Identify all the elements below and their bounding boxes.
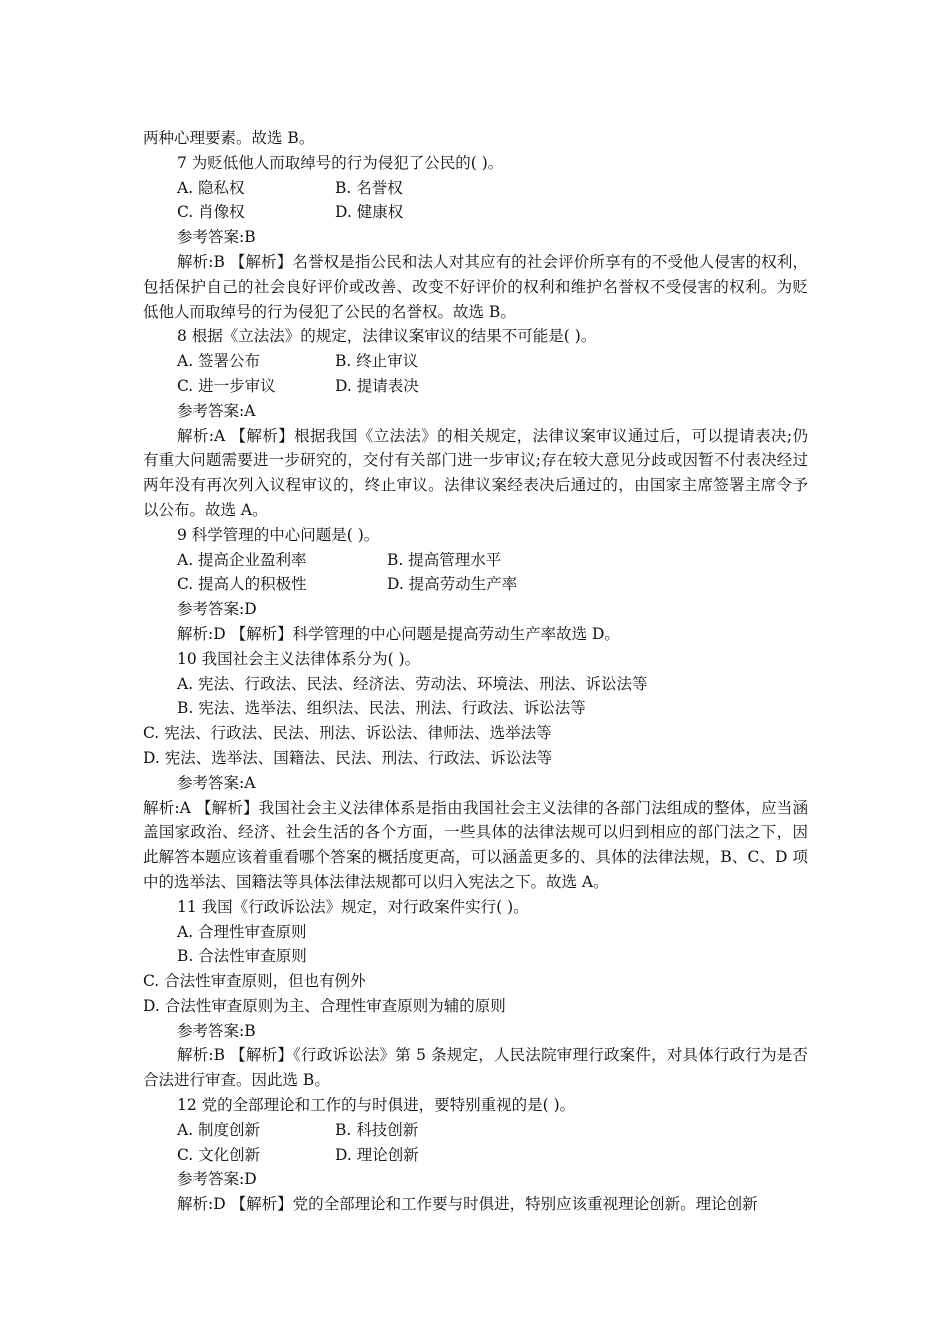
text-line: 两种心理要素。故选 B。 — [143, 129, 315, 147]
answer-7: 参考答案:B — [177, 228, 256, 247]
question-9: 9 科学管理的中心问题是( )。 — [177, 525, 380, 544]
explanation-12: 解析:D 【解析】党的全部理论和工作要与时俱进，特别应该重视理论创新。理论创新 — [177, 1195, 758, 1214]
option-b: B. 提高管理水平 — [387, 550, 502, 569]
option-a: A. 提高企业盈利率 — [177, 550, 307, 569]
option-a: A. 签署公布 — [177, 352, 261, 371]
option-d: D. 合法性审查原则为主、合理性审查原则为辅的原则 — [143, 996, 506, 1015]
answer-9: 参考答案:D — [177, 600, 257, 619]
question-12: 12 党的全部理论和工作的与时俱进，要特别重视的是( )。 — [177, 1096, 576, 1115]
explanation-8: 解析:A 【解析】根据我国《立法法》的相关规定，法律议案审议通过后，可以提请表决;仍有重大问题需要进一步研究的，交付有关部门进一步审议;存在较大意见分歧或因暂不付表决经过两年没有再次列入议程审议的，终止审议。法律议案经表决后通过的，由国家主席签署主席令予以公布。故选 A。 — [143, 426, 808, 519]
option-c: C. 宪法、行政法、民法、刑法、诉讼法、律师法、选举法等 — [143, 724, 552, 743]
options-row — [143, 200, 808, 225]
option-a: A. 隐私权 — [177, 178, 245, 197]
question-10: 10 我国社会主义法律体系分为( )。 — [177, 649, 421, 668]
explanation-11: 解析:B 【解析】《行政诉讼法》第 5 条规定，人民法院审理行政案件，对具体行政行为是否合法进行审查。因此选 B。 — [143, 1046, 808, 1090]
answer-12: 参考答案:D — [177, 1170, 257, 1189]
question-7: 7 为贬低他人而取绰号的行为侵犯了公民的( )。 — [177, 153, 504, 172]
options-row — [143, 374, 808, 399]
option-d: D. 健康权 — [335, 203, 404, 222]
option-c: C. 提高人的积极性 — [177, 575, 307, 594]
options-row — [143, 572, 808, 597]
explanation-10: 解析:A 【解析】我国社会主义法律体系是指由我国社会主义法律的各部门法组成的整体，应当涵盖国家政治、经济、社会生活的各个方面，一些具体的法律法规可以归到相应的部门法之下，因此解答本题应该着重看哪个答案的概括度更高，可以涵盖更多的、具体的法律法规，B、C、D 项中的选举法、国籍法等具体法律法规都可以归入宪法之下。故选 A。 — [143, 798, 808, 891]
option-d: D. 理论创新 — [335, 1145, 419, 1164]
option-d: D. 提请表决 — [335, 376, 419, 395]
question-8: 8 根据《立法法》的规定，法律议案审议的结果不可能是( )。 — [177, 327, 597, 346]
option-c: C. 肖像权 — [177, 203, 245, 222]
options-row — [143, 1118, 808, 1143]
option-c: C. 合法性审查原则，但也有例外 — [143, 972, 366, 991]
option-b: B. 科技创新 — [335, 1120, 419, 1139]
option-d: D. 提高劳动生产率 — [387, 575, 518, 594]
option-a: A. 制度创新 — [177, 1120, 261, 1139]
option-c: C. 文化创新 — [177, 1145, 261, 1164]
options-row — [143, 176, 808, 201]
option-b: B. 终止审议 — [335, 352, 419, 371]
option-b: B. 名誉权 — [335, 178, 403, 197]
options-row — [143, 349, 808, 374]
explanation-7: 解析:B 【解析】名誉权是指公民和法人对其应有的社会评价所享有的不受他人侵害的权利，包括保护自己的社会良好评价或改善、改变不好评价的权利和维护名誉权不受侵害的权利。为贬低他人而取绰号的行为侵犯了公民的名誉权。故选 B。 — [143, 252, 808, 321]
document-body — [143, 126, 808, 1217]
explanation-9: 解析:D 【解析】科学管理的中心问题是提高劳动生产率故选 D。 — [177, 624, 620, 643]
answer-11: 参考答案:B — [177, 1021, 256, 1040]
option-b: B. 宪法、选举法、组织法、民法、刑法、行政法、诉讼法等 — [177, 699, 586, 718]
answer-8: 参考答案:A — [177, 401, 256, 420]
option-c: C. 进一步审议 — [177, 376, 276, 395]
option-a: A. 合理性审查原则 — [177, 922, 307, 941]
options-row — [143, 1143, 808, 1168]
options-row — [143, 548, 808, 573]
question-11: 11 我国《行政诉讼法》规定，对行政案件实行( )。 — [177, 897, 529, 916]
answer-10: 参考答案:A — [177, 773, 256, 792]
option-d: D. 宪法、选举法、国籍法、民法、刑法、行政法、诉讼法等 — [143, 748, 553, 767]
option-b: B. 合法性审查原则 — [177, 947, 307, 966]
option-a: A. 宪法、行政法、民法、经济法、劳动法、环境法、刑法、诉讼法等 — [177, 674, 648, 693]
